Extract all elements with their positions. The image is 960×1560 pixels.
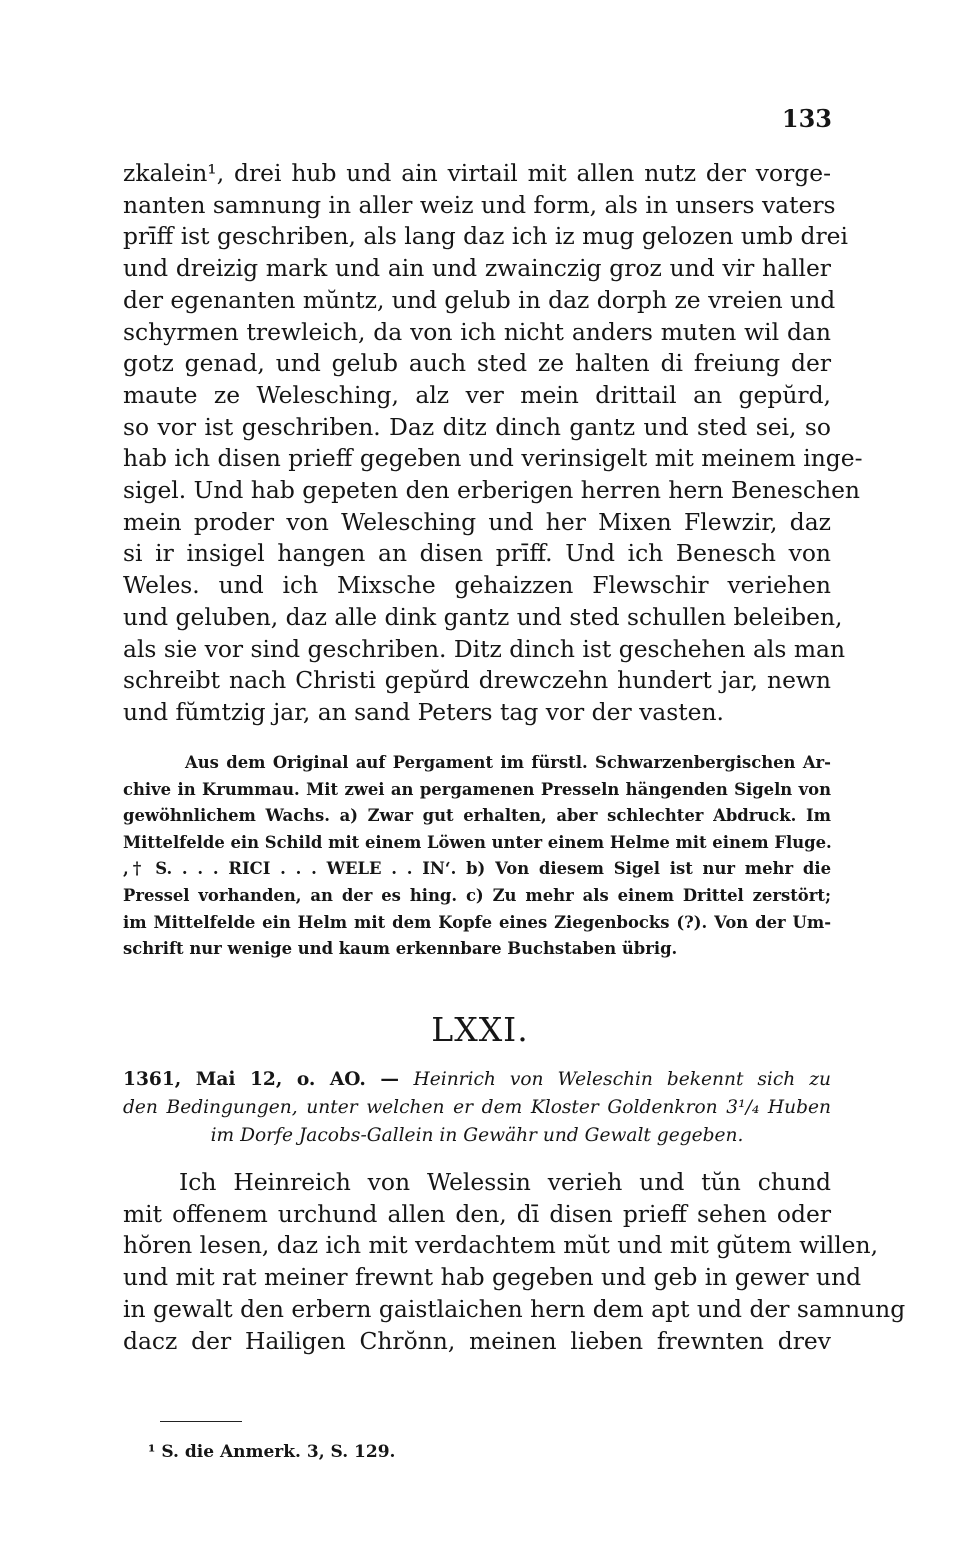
note-line: chive in Krummau. Mit zwei an pergamenen Presseln hängenden Sigeln von <box>123 779 831 799</box>
text-line: zkalein¹, drei hub und ain virtail mit allen nutz der vorge- <box>123 159 831 187</box>
text-line: und fŭmtzig jar, an sand Peters tag vor der vasten. <box>123 697 724 726</box>
text-line: si ir insigel hangen an disen prīff. Und ich Benesch von <box>123 539 831 568</box>
regest-date: 1361, Mai 12, o. AO. <box>123 1069 366 1090</box>
text-line: Ich Heinreich von Welessin verieh und tŭn chund <box>179 1168 831 1196</box>
text-line: nanten samnung in aller weiz und form, als in unsers vaters <box>123 190 836 219</box>
footnote: ¹ S. die Anmerk. 3, S. 129. <box>148 1442 396 1462</box>
regest-line <box>123 1066 831 1094</box>
note-line: Pressel vorhanden, an der es hing. c) Zu mehr als einem Drittel zerstört; <box>123 885 831 905</box>
text-line: und geluben, daz alle dink gantz und sted schullen beleiben, <box>123 602 843 631</box>
note-line: Aus dem Original auf Pergament im fürstl. Schwarzenbergischen Ar- <box>185 753 831 772</box>
regest <box>123 1066 831 1150</box>
regest-dash: — <box>365 1069 414 1090</box>
document-heading: LXXI. <box>431 1010 529 1049</box>
note-line: im Mittelfelde ein Helm mit dem Kopfe eines Ziegenbocks (?). Von der Um- <box>123 912 831 932</box>
text-line: dacz der Hailigen Chrŏnn, meinen lieben frewnten drev <box>123 1326 831 1355</box>
text-line: hŏren lesen, daz ich mit verdachtem mŭt und mit gŭtem willen, <box>123 1231 879 1260</box>
text-line: der egenanten mŭntz, und gelub in daz dorph ze vreien und <box>123 285 836 314</box>
note-line: gewöhnlichem Wachs. a) Zwar gut erhalten, aber schlechter Abdruck. Im <box>123 806 831 826</box>
note-line: Mittelfelde ein Schild mit einem Löwen unter einem Helme mit einem Fluge. <box>123 832 832 852</box>
text-line: mein proder von Welesching und her Mixen Flewzir, daz <box>123 507 831 536</box>
page-number: 133 <box>781 104 832 133</box>
regest-line: im Dorfe Jacobs-Gallein in Gewähr und Gewalt gegeben. <box>210 1125 744 1146</box>
text-line: gotz genad, und gelub auch sted ze halten di freiung der <box>123 349 831 378</box>
text-line: prīff ist geschriben, als lang daz ich iz mug gelozen umb drei <box>123 222 848 251</box>
text-line: hab ich disen prieff gegeben und verinsigelt mit meinem inge- <box>123 444 863 473</box>
text-line: Weles. und ich Mixsche gehaizzen Flewschir veriehen <box>123 571 831 600</box>
main-text-block <box>123 158 863 729</box>
text-line: als sie vor sind geschriben. Ditz dinch ist geschehen als man <box>123 634 846 663</box>
regest-summary-start: Heinrich von Weleschin bekennt sich zu <box>413 1069 831 1090</box>
regest-line: den Bedingungen, unter welchen er dem Kloster Goldenkron 3¹/₄ Huben <box>123 1097 831 1118</box>
text-line: und dreizig mark und ain und zwainczig groz und vir haller <box>123 254 831 283</box>
footnote-divider <box>160 1421 242 1422</box>
text-line: und mit rat meiner frewnt hab gegeben und geb in gewer und <box>123 1263 862 1292</box>
text-line: sigel. Und hab gepeten den erberigen herren hern Beneschen <box>123 476 860 505</box>
text-line: in gewalt den erbern gaistlaichen hern dem apt und der samnung <box>123 1294 906 1323</box>
text-line: schyrmen trewleich, da von ich nicht anders muten wil dan <box>123 317 831 346</box>
text-line: maute ze Welesching, alz ver mein drittail an gepŭrd, <box>123 380 831 409</box>
text-line: so vor ist geschriben. Daz ditz dinch gantz und sted sei, so <box>123 412 831 441</box>
note-line: schrift nur wenige und kaum erkennbare Buchstaben übrig. <box>123 939 678 959</box>
text-line: schreibt nach Christi gepŭrd drewczehn hundert jar, newn <box>123 666 831 695</box>
archival-note <box>123 750 831 963</box>
document-text-block <box>123 1167 906 1357</box>
text-line: mit offenem urchund allen den, dī disen prieff sehen oder <box>123 1199 831 1228</box>
note-line: ,† S. . . . RICI . . . WELE . . IN‘. b) Von diesem Sigel ist nur mehr die <box>123 859 831 879</box>
